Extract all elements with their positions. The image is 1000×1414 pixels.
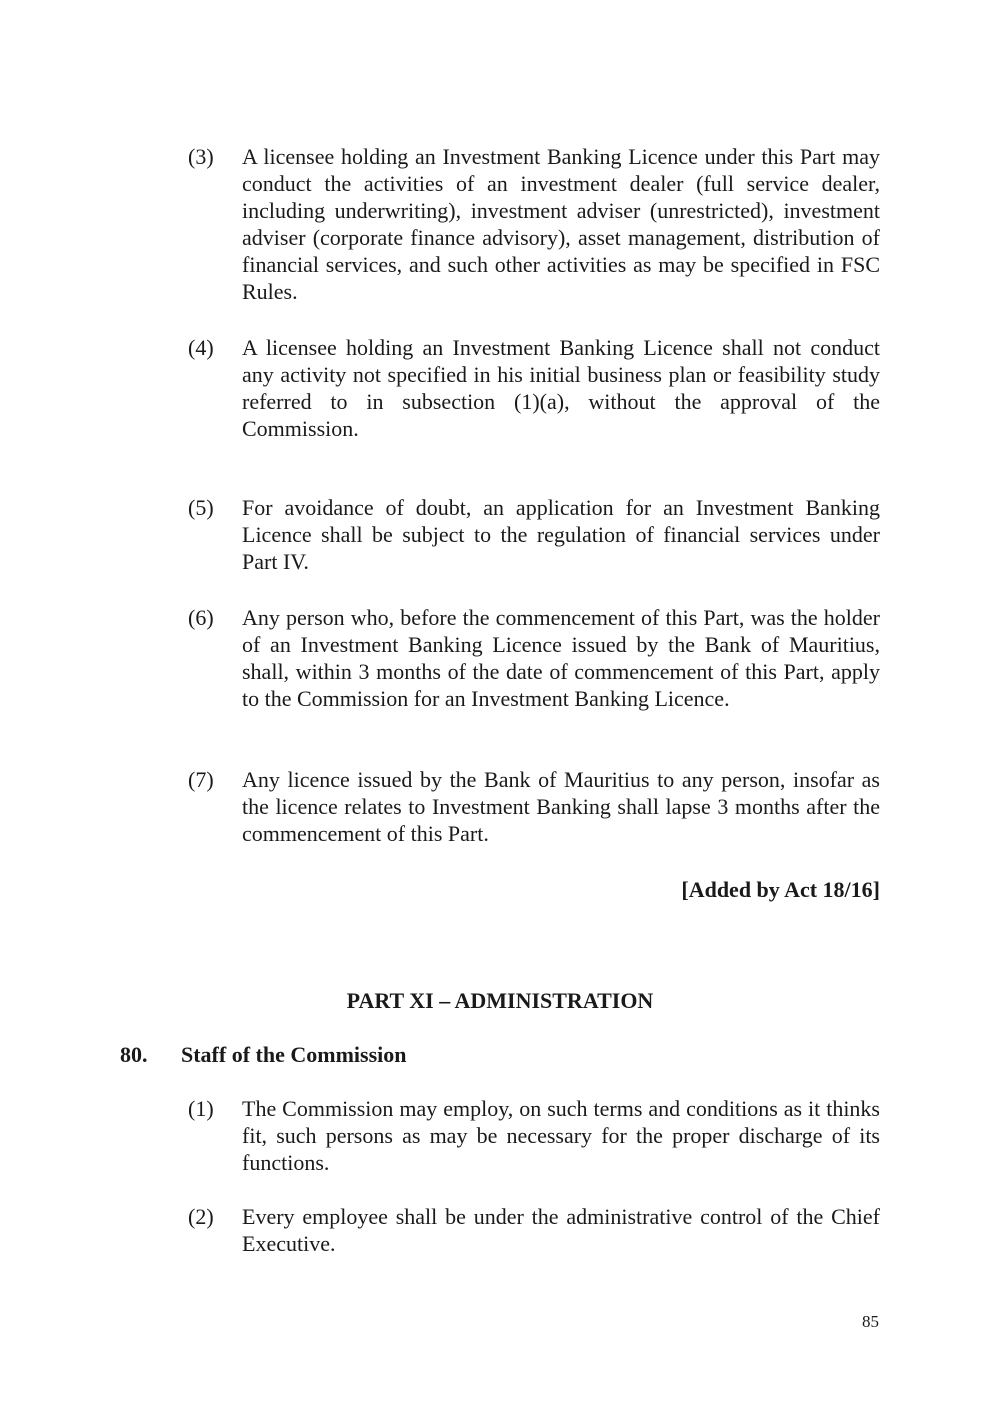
paragraph-text: Any licence issued by the Bank of Mauritius to any person, insofar as the licence relates to Investment Banking shall lapse 3 months after the commencement of this Part. bbox=[242, 767, 880, 846]
section-title: Staff of the Commission bbox=[181, 1042, 407, 1067]
paragraph-6 bbox=[188, 604, 880, 712]
paragraph-number: (6) bbox=[188, 605, 214, 630]
paragraph-1 bbox=[188, 1095, 880, 1176]
section-heading bbox=[120, 1041, 407, 1068]
amendment-note: [Added by Act 18/16] bbox=[681, 877, 880, 902]
paragraph-5 bbox=[188, 494, 880, 575]
paragraph-3 bbox=[188, 143, 880, 305]
paragraph-number: (3) bbox=[188, 144, 214, 169]
part-heading: PART XI – ADMINISTRATION bbox=[346, 988, 654, 1013]
paragraph-text: For avoidance of doubt, an application for an Investment Banking Licence shall be subject to the regulation of financial services under Part IV. bbox=[242, 495, 880, 574]
paragraph-text: A licensee holding an Investment Banking Licence under this Part may conduct the activities of an investment dealer (full service dealer, including underwriting), investment adviser (unrestricted), investment adviser (corporate finance advisory), asset management, distribution of financial services, and such other activities as may be specified in FSC Rules. bbox=[242, 144, 880, 304]
paragraph-2 bbox=[188, 1203, 880, 1257]
paragraph-text: The Commission may employ, on such terms and conditions as it thinks fit, such persons as may be necessary for the proper discharge of its functions. bbox=[242, 1096, 880, 1175]
paragraph-text: A licensee holding an Investment Banking Licence shall not conduct any activity not specified in his initial business plan or feasibility study referred to in subsection (1)(a), without the approval of the Commission. bbox=[242, 335, 880, 441]
section-number: 80. bbox=[120, 1042, 148, 1067]
paragraph-number: (2) bbox=[188, 1204, 214, 1229]
paragraph-7 bbox=[188, 766, 880, 847]
paragraph-number: (5) bbox=[188, 495, 214, 520]
paragraph-text: Every employee shall be under the administrative control of the Chief Executive. bbox=[242, 1204, 880, 1256]
paragraph-number: (4) bbox=[188, 335, 214, 360]
page-number: 85 bbox=[862, 1312, 879, 1331]
paragraph-text: Any person who, before the commencement of this Part, was the holder of an Investment Banking Licence issued by the Bank of Mauritius, shall, within 3 months of the date of commencement of this Part, apply to the Commission for an Investment Banking Licence. bbox=[242, 605, 880, 711]
paragraph-number: (7) bbox=[188, 767, 214, 792]
paragraph-4 bbox=[188, 334, 880, 442]
paragraph-number: (1) bbox=[188, 1096, 214, 1121]
